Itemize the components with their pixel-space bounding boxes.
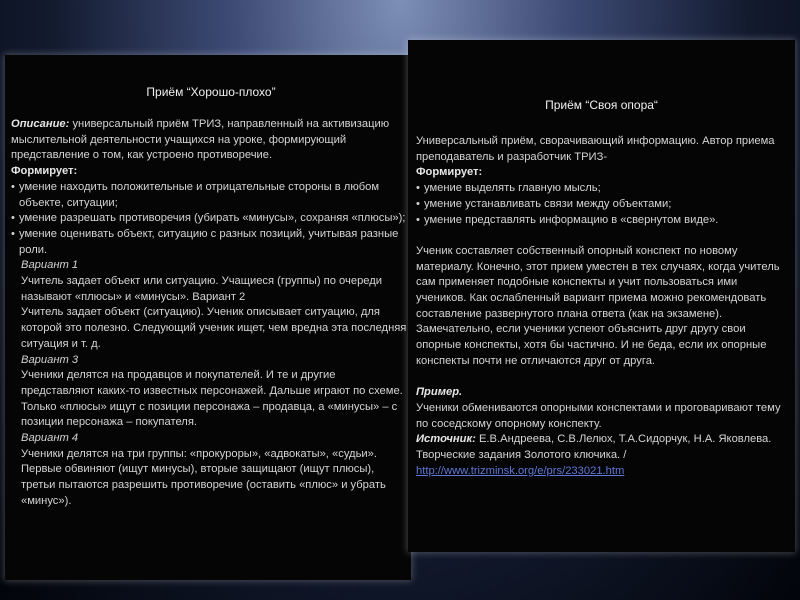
example-label: Пример. (416, 386, 463, 399)
variant-3-text: Ученики делятся на продавцов и покупателей. И те и другие представляют каких-то известных персонажей. Дальше играют по схеме. Только «плюсы» ищут с позиции персонажа – продавца, а «минусы» – с позиции персонажа – покупателя. (21, 369, 403, 429)
example-text: Ученики обмениваются опорными конспектами и проговаривают тему по соседскому опорному конспекту. (416, 401, 781, 430)
left-title: Приём “Хорошо-плохо” (146, 85, 276, 99)
right-body (416, 134, 787, 479)
list-item: • умение разрешать противоречия (убирать «минусы», сохраняя «плюсы»); (11, 211, 411, 227)
description (11, 117, 411, 164)
list-item: • умение выделять главную мысль; (416, 181, 787, 197)
variant-1-label: Вариант 1 (21, 259, 79, 272)
variant-2-text: Учитель задает объект (ситуацию). Ученик описывает ситуацию, для которой это полезно. Следующий ученик ищет, чем вредна эта последняя ситуация и т. д. (21, 306, 407, 350)
list-item: • умение находить положительные и отрицательные стороны в любом объекте, ситуации; (11, 180, 411, 211)
paragraph-2: Замечательно, если ученики успеют объяснить друг другу свои опорные конспекты, хотя бы частично. И не беда, если их опорные конспекты почти не отличаются друг от друга. (416, 323, 767, 367)
left-body (11, 117, 411, 510)
left-panel (5, 55, 411, 580)
source-text: Е.В.Андреева, С.В.Лелюх, Т.А.Сидорчук, Н.А. Яковлева. Творческие задания Золотого ключика. / (416, 433, 772, 462)
forms-label: Формирует: (416, 166, 483, 179)
list-item: • умение оценивать объект, ситуацию с разных позиций, учитывая разные роли. (11, 227, 411, 258)
variant-4-text: Ученики делятся на три группы: «прокуроры», «адвокаты», «судьи». Первые обвиняют (ищут минусы), вторые защищают (ищут плюсы), третьи пытаются разрешить противоречие (оставить «плюс» и убрать «минус»). (21, 447, 386, 507)
source (416, 432, 787, 479)
description-text: универсальный приём ТРИЗ, направленный на активизацию мыслительной деятельности учащихся на уроке, формирующий представление о том, как устроено противоречие. (11, 118, 390, 162)
list-item: • умение представлять информацию в «свернутом виде». (416, 213, 787, 229)
description-label: Описание: (11, 118, 70, 130)
paragraph-1: Ученик составляет собственный опорный конспект по новому материалу. Конечно, этот прием уместен в тех случаях, когда учитель сам применяет подобные конспекты и учит пользоваться ими учеников. Как ослабленный вариант приема можно рекомендовать составление развернутого плана ответа (как на экзамене). (416, 244, 780, 320)
variant-3-label: Вариант 3 (21, 353, 79, 366)
source-label: Источник: (416, 433, 476, 446)
variant-1-text: Учитель задает объект или ситуацию. Учащиеся (группы) по очереди называют «плюсы» и «минусы». Вариант 2 (21, 275, 383, 303)
variant-4-label: Вариант 4 (21, 432, 79, 445)
right-title: Приём “Своя опора“ (545, 98, 658, 112)
variants (11, 258, 411, 509)
intro-text: Универсальный приём, сворачивающий информацию. Автор приема преподаватель и разработчик ТРИЗ- (416, 135, 775, 163)
forms-label: Формирует: (11, 165, 78, 178)
right-panel (408, 40, 795, 552)
list-item: • умение устанавливать связи между объектами; (416, 197, 787, 213)
source-link[interactable]: http://www.trizminsk.org/e/prs/233021.htm (416, 464, 625, 477)
